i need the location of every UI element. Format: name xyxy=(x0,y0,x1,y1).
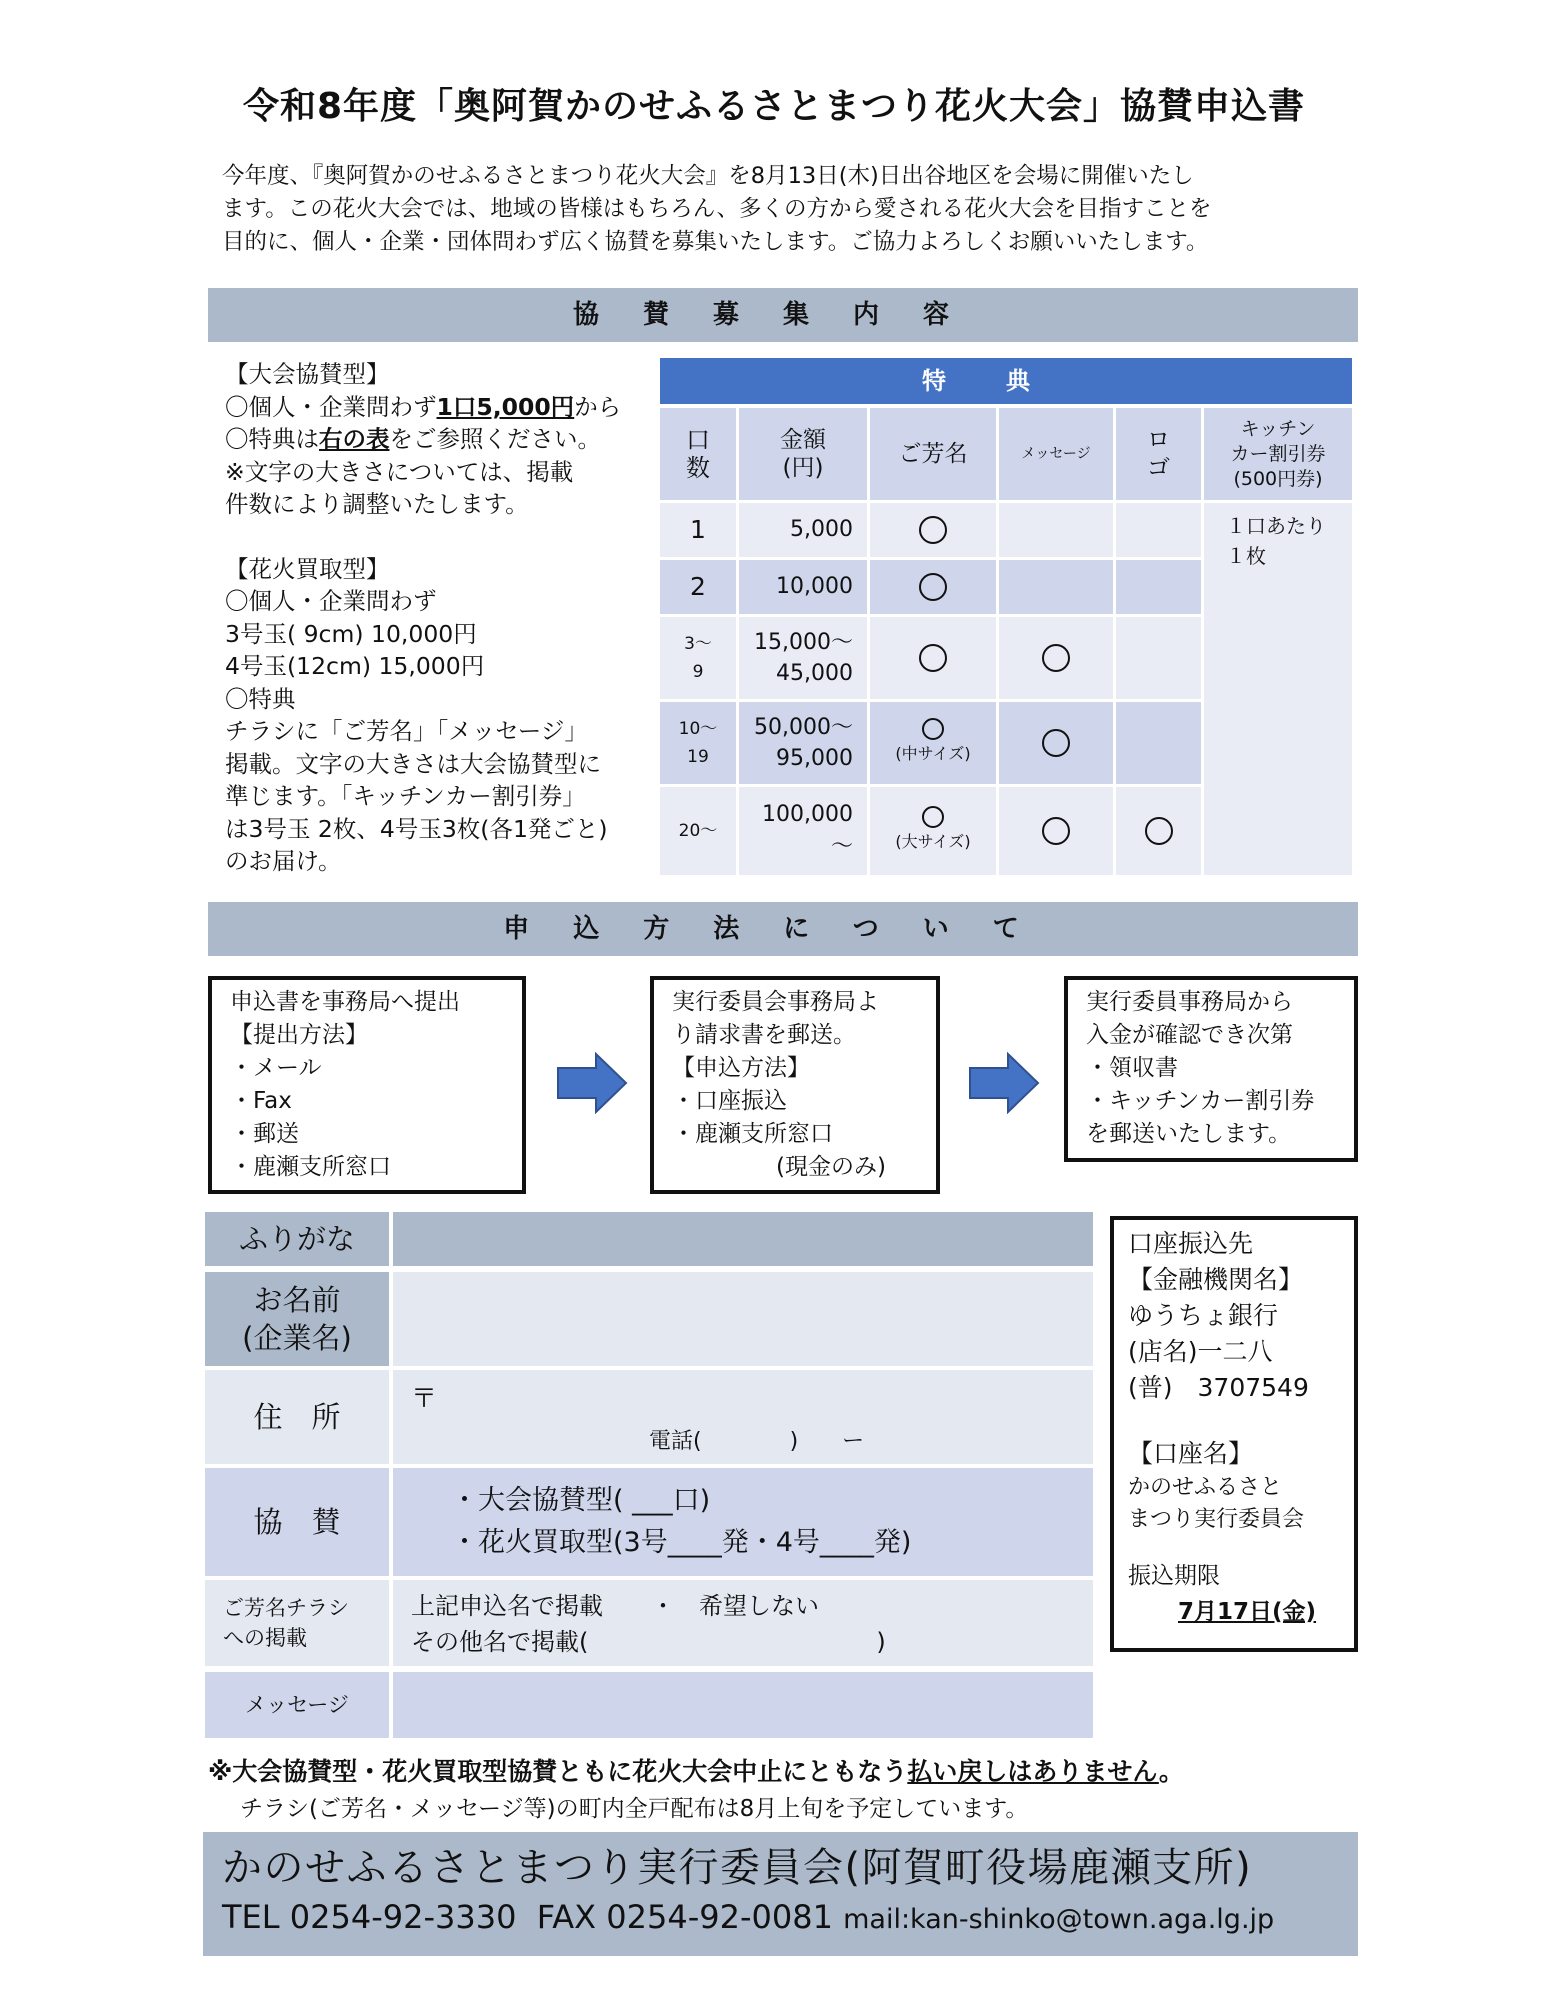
message-field[interactable] xyxy=(393,1672,1093,1738)
bank-line: (店名)一二八 xyxy=(1128,1337,1273,1366)
arrow-right-icon xyxy=(556,1052,628,1114)
step-box-invoice xyxy=(650,976,940,1194)
address-field[interactable] xyxy=(393,1370,1093,1464)
refund-notice: ※大会協賛型・花火買取型協賛ともに花火大会中止にともなう払い戻しはありません。 xyxy=(208,1757,1184,1786)
row4-logo xyxy=(1116,702,1201,784)
row2-amount: 10,000 xyxy=(739,560,867,614)
postal-mark: 〒 xyxy=(411,1384,438,1414)
bank-line: 口座振込先 xyxy=(1128,1229,1254,1258)
text-line: 【大会協賛型】 xyxy=(225,360,390,388)
step-line: 【提出方法】 xyxy=(230,1022,368,1048)
label-flyer: ご芳名チラシ への掲載 xyxy=(205,1580,389,1666)
row2-message xyxy=(999,560,1113,614)
bank-transfer-info xyxy=(1110,1216,1358,1652)
circle-mark xyxy=(919,516,947,544)
col-message: メッセージ xyxy=(999,408,1113,500)
text-line: のお届け。 xyxy=(225,847,342,875)
label-message: メッセージ xyxy=(205,1672,389,1738)
col-kitchen: キッチン カー割引券 (500円券) xyxy=(1204,408,1352,500)
text-line: 〇個人・企業問わず1口5,000円から xyxy=(225,392,622,421)
circle-mark xyxy=(922,806,944,828)
step-box-submit xyxy=(208,976,526,1194)
flyer-option-other[interactable]: その他名で掲載( ) xyxy=(411,1628,886,1656)
step-line: 実行委員会事務局よ xyxy=(672,989,879,1015)
sponsor-option-fireworks[interactable]: ・花火買取型(3号____発・4号____発) xyxy=(451,1527,912,1558)
bank-line: まつり実行委員会 xyxy=(1128,1507,1305,1532)
row2-units: 2 xyxy=(660,560,736,614)
step-line: ・キッチンカー割引券 xyxy=(1086,1088,1315,1114)
distribution-notice: チラシ(ご芳名・メッセージ等)の町内全戸配布は8月上旬を予定しています。 xyxy=(240,1796,1029,1822)
payment-deadline: 7月17日(金) xyxy=(1178,1599,1317,1625)
email-link[interactable]: mail:kan-shinko@town.aga.lg.jp xyxy=(843,1904,1275,1935)
flyer-option-same[interactable]: 上記申込名で掲載 ・ 希望しない xyxy=(411,1592,819,1620)
sponsorship-description xyxy=(225,358,660,878)
text-line: 準じます。「キッチンカー割引券」 xyxy=(225,782,586,810)
step-line: ・領収書 xyxy=(1086,1055,1178,1081)
text-line: 〇個人・企業問わず xyxy=(225,587,437,615)
step-line: ・郵送 xyxy=(230,1121,299,1147)
circle-mark xyxy=(1042,729,1070,757)
text-line: 〇特典 xyxy=(225,684,296,713)
row5-message xyxy=(999,787,1113,875)
row5-logo xyxy=(1116,787,1201,875)
col-units: 口 数 xyxy=(660,408,736,500)
bank-line: 【金融機関名】 xyxy=(1128,1265,1304,1294)
label-name: お名前 (企業名) xyxy=(205,1272,389,1366)
text-line: チラシに「ご芳名」「メッセージ」 xyxy=(225,717,588,745)
step-line: ・鹿瀬支所窓口 xyxy=(230,1154,391,1180)
label-furigana: ふりがな xyxy=(205,1212,389,1266)
row5-amount: 100,000 〜 xyxy=(739,787,867,875)
row1-amount: 5,000 xyxy=(739,503,867,557)
step-line: 実行委員事務局から xyxy=(1086,989,1293,1015)
section-header-recruitment: 協賛募集内容 xyxy=(208,288,1358,342)
section-header-application: 申込方法について xyxy=(208,902,1358,956)
row1-logo xyxy=(1116,503,1201,557)
row3-amount: 15,000〜 45,000 xyxy=(739,617,867,699)
step-box-receipt xyxy=(1064,976,1358,1162)
bank-line: 【口座名】 xyxy=(1128,1439,1254,1468)
bank-line: かのせふるさと xyxy=(1128,1475,1283,1500)
circle-mark xyxy=(1145,817,1173,845)
row1-units: 1 xyxy=(660,503,736,557)
row4-name: (中サイズ) xyxy=(870,702,996,784)
text-line: 【花火買取型】 xyxy=(225,554,390,583)
flyer-field[interactable] xyxy=(393,1580,1093,1666)
bank-line: 振込期限 xyxy=(1128,1563,1220,1589)
intro-line: 今年度、『奥阿賀かのせふるさとまつり花火大会』を8月13日(木)日出谷地区を会場に開催いたし xyxy=(222,163,1194,189)
contact-info: TEL 0254-92-3330 FAX 0254-92-0081 mail:kan-shinko@town.aga.lg.jp xyxy=(222,1898,1275,1936)
row3-message xyxy=(999,617,1113,699)
intro-text xyxy=(222,160,1342,259)
row3-logo xyxy=(1116,617,1201,699)
circle-mark xyxy=(1042,644,1070,672)
circle-mark xyxy=(919,644,947,672)
circle-mark xyxy=(1042,817,1070,845)
row1-message xyxy=(999,503,1113,557)
kitchen-benefit-cell: １口あたり １枚 xyxy=(1204,503,1352,875)
col-name: ご芳名 xyxy=(870,408,996,500)
sponsor-option-event[interactable]: ・大会協賛型( ___口) xyxy=(451,1485,711,1516)
step-line: り請求書を郵送。 xyxy=(672,1022,856,1048)
text-line: 掲載。文字の大きさは大会協賛型に xyxy=(225,749,601,778)
step-line: ・鹿瀬支所窓口 xyxy=(672,1121,833,1147)
row4-message xyxy=(999,702,1113,784)
row2-logo xyxy=(1116,560,1201,614)
text-line: は3号玉 2枚、4号玉3枚(各1発ごと) xyxy=(225,814,608,843)
organizer-name: かのせふるさとまつり実行委員会(阿賀町役場鹿瀬支所) xyxy=(222,1845,1253,1891)
intro-line: 目的に、個人・企業・団体問わず広く協賛を募集いたします。ご協力よろしくお願いいたします。 xyxy=(222,229,1209,255)
text-line: 〇特典は右の表をご参照ください。 xyxy=(225,425,601,453)
intro-line: ます。この花火大会では、地域の皆様はもちろん、多くの方から愛される花火大会を目指すことを xyxy=(222,196,1212,222)
text-line: 3号玉( 9cm) 10,000円 xyxy=(225,619,477,648)
label-address: 住 所 xyxy=(205,1370,389,1464)
phone-label: 電話( ) ー xyxy=(649,1429,865,1454)
text-line: 件数により調整いたします。 xyxy=(225,490,529,518)
row1-name xyxy=(870,503,996,557)
arrow-right-icon xyxy=(968,1052,1040,1114)
step-line: ・Fax xyxy=(230,1088,292,1114)
row4-amount: 50,000〜 95,000 xyxy=(739,702,867,784)
step-line: を郵送いたします。 xyxy=(1086,1121,1292,1147)
step-line: ・口座振込 xyxy=(672,1088,787,1114)
row5-name: (大サイズ) xyxy=(870,787,996,875)
step-line: 入金が確認でき次第 xyxy=(1086,1022,1293,1048)
text-line: ※文字の大きさについては、掲載 xyxy=(225,457,574,486)
step-line: (現金のみ) xyxy=(776,1154,886,1180)
circle-mark xyxy=(919,573,947,601)
furigana-field[interactable] xyxy=(393,1212,1093,1266)
circle-mark xyxy=(922,718,944,740)
bank-line: (普) 3707549 xyxy=(1128,1373,1309,1402)
step-line: 【申込方法】 xyxy=(672,1055,810,1081)
row2-name xyxy=(870,560,996,614)
text-line: 4号玉(12cm) 15,000円 xyxy=(225,652,485,680)
page-title: 令和8年度「奥阿賀かのせふるさとまつり花火大会」協賛申込書 xyxy=(242,86,1306,127)
name-field[interactable] xyxy=(393,1272,1093,1366)
benefits-table-header: 特典 xyxy=(660,358,1352,404)
bank-line: ゆうちょ銀行 xyxy=(1128,1301,1279,1330)
label-sponsorship: 協 賛 xyxy=(205,1468,389,1576)
step-line: 申込書を事務局へ提出 xyxy=(230,989,460,1015)
row5-units: 20〜 xyxy=(660,787,736,875)
sponsorship-field[interactable] xyxy=(393,1468,1093,1576)
row3-units: 3〜 9 xyxy=(660,617,736,699)
col-logo: ロ ゴ xyxy=(1116,408,1201,500)
row4-units: 10〜 19 xyxy=(660,702,736,784)
col-amount: 金額 (円) xyxy=(739,408,867,500)
row3-name xyxy=(870,617,996,699)
step-line: ・メール xyxy=(230,1055,322,1081)
